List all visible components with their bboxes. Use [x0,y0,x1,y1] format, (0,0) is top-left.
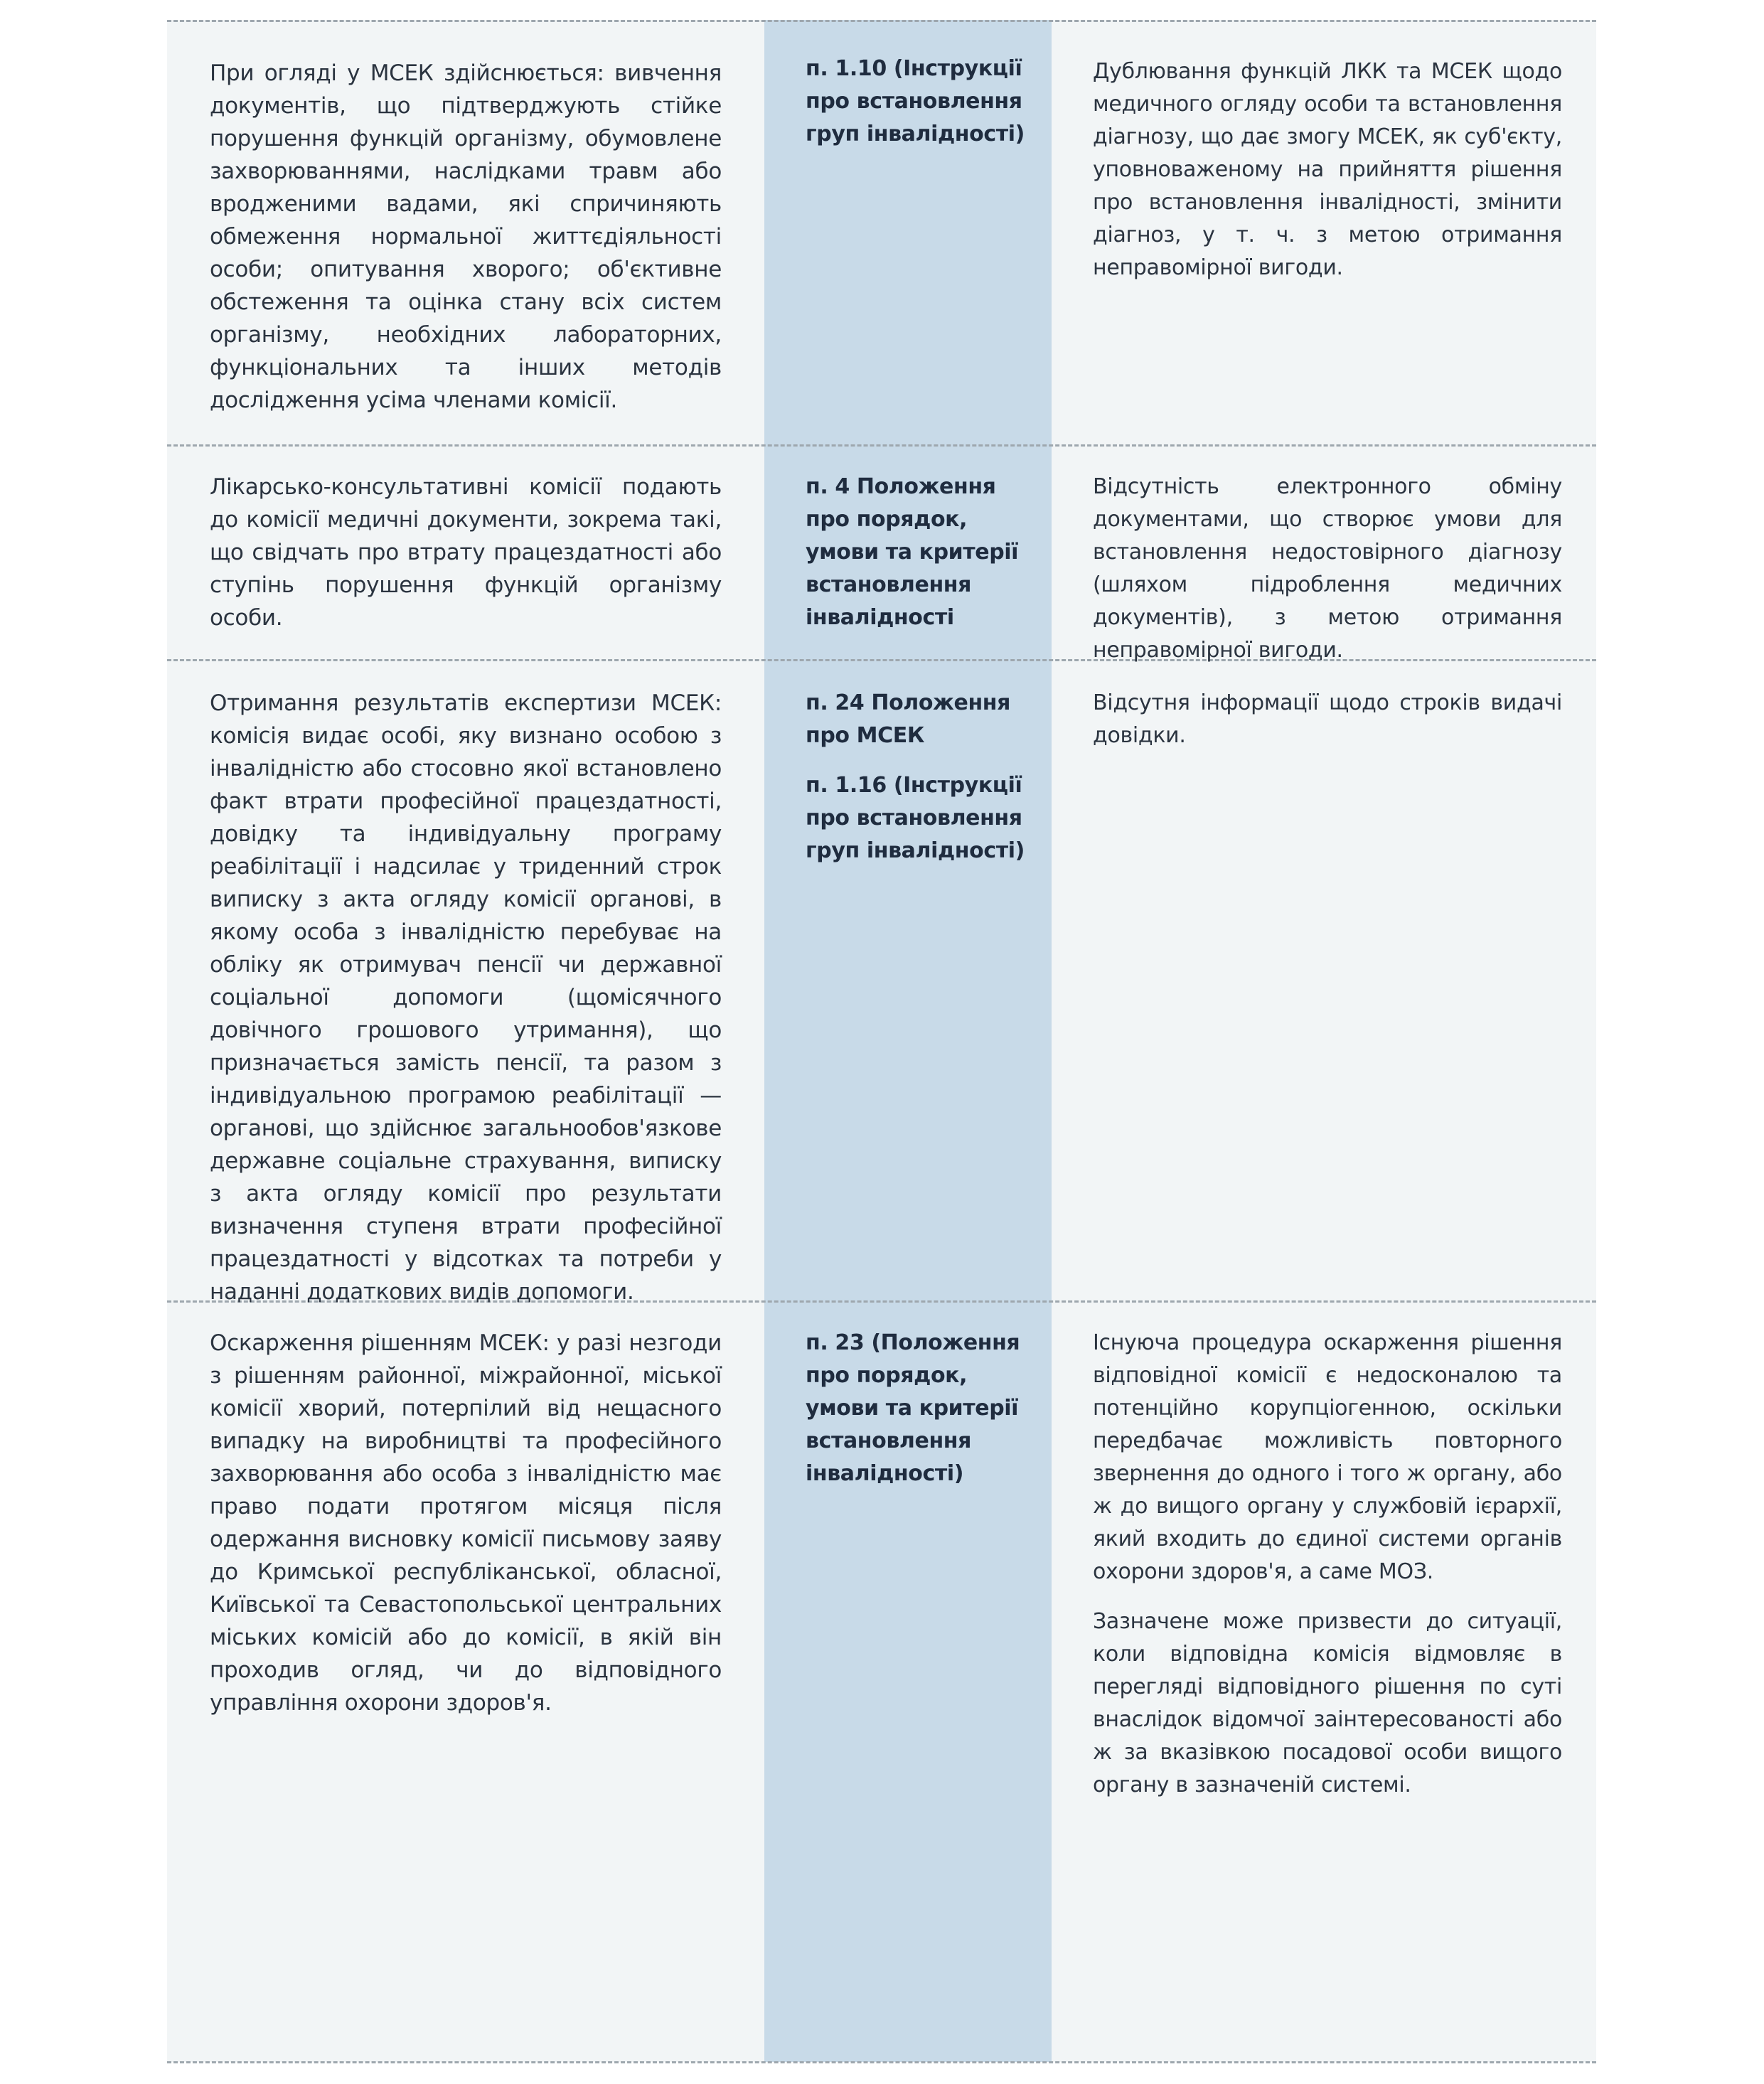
risk-cell [1093,55,1562,284]
row-divider [167,444,1596,447]
risk-text: Відсутня інформації щодо строків видачі довідки. [1093,690,1562,748]
risk-cell [1093,687,1562,752]
row-divider [167,20,1596,22]
reference-column-band [764,20,1052,2062]
risk-text: Відсутність електронного обміну документами, що створює умови для встановлення недостовірного діагнозу (шляхом підроблення медичних документів), з метою отримання неправомірної вигоди. [1093,474,1562,663]
row-divider [167,2061,1596,2063]
description-text: При огляді у МСЕК здійснюється: вивчення документів, що підтверджують стійке порушення функцій організму, обумовлене захворюваннями, наслідками травм або вродженими вадами, які спричиняють обмеження нормальної життєдіяльності особи; опитування хворого; об'єктивне обстеження та оцінка стану всіх систем організму, необхідних лабораторних, функціональних та інших методів дослідження усіма членами комісії. [210,60,722,413]
risk-text: Існуюча процедура оскарження рішення відповідної комісії є недосконалою та потенційно корупціогенною, оскільки передбачає можливість повторного звернення до одного і того ж органу, або ж до вищого органу у службовій ієрархії, який входить до єдиної системи органів охорони здоров'я, а саме МОЗ. [1093,1330,1562,1584]
reference-text: п. 4 Положення про порядок, умови та критерії встановлення інвалідності [806,474,1019,630]
risk-text: Дублювання функцій ЛКК та МСЕК щодо медичного огляду особи та встановлення діагнозу, що дає змогу МСЕК, як суб'єкту, уповноваженому на прийняття рішення про встановлення інвалідності, змінити діагноз, у т. ч. з метою отримання неправомірної вигоди. [1093,59,1562,280]
description-text: Лікарсько-консультативні комісії подають до комісії медичні документи, зокрема такі, що свідчать про втрату працездатності або ступінь порушення функцій організму особи. [210,474,722,631]
reference-text: п. 23 (Положення про порядок, умови та критерії встановлення інвалідності) [806,1330,1020,1486]
description-cell [210,687,722,1308]
reference-text: п. 1.10 (Інструкції про встановлення груп інвалідності) [806,56,1025,146]
reference-text: п. 24 Положення про МСЕК [806,690,1010,748]
risk-text: Зазначене може призвести до ситуації, коли відповідна комісія відмовляє в перегляді відповідного рішення по суті внаслідок відомчої заінтересованості або ж за вказівкою посадової особи вищого органу в зазначеній системі. [1093,1609,1562,1797]
description-text: Отримання результатів експертизи МСЕК: комісія видає особі, яку визнано особою з інвалідністю або стосовно якої встановлено факт втрати професійної працездатності, довідку та індивідуальну програму реабілітації і надсилає у триденний строк виписку з акта огляду комісії органові, в якому особа з інвалідністю перебуває на обліку як отримувач пенсії чи державної соціальної допомоги (щомісячного довічного грошового утримання), що призначається замість пенсії, та разом з індивідуальною програмою реабілітації — органові, що здійснює загальнообов'язкове державне соціальне страхування, виписку з акта огляду комісії про результати визначення ступеня втрати професійної працездатності у відсотках та потреби у наданні додаткових видів допомоги. [210,690,722,1305]
reference-cell [806,1327,1033,1490]
reference-cell [806,687,1033,867]
reference-cell [806,53,1033,151]
risk-cell [1093,471,1562,667]
analysis-table [167,20,1596,2062]
description-cell [210,471,722,634]
description-cell [210,1327,722,1719]
reference-text: п. 1.16 (Інструкції про встановлення груп інвалідності) [806,773,1025,863]
description-text: Оскарження рішенням МСЕК: у разі незгоди з рішенням районної, міжрайонної, міської комісії хворий, потерпілий від нещасного випадку на виробництві та професійного захворювання або особа з інвалідністю має право подати протягом місяця після одержання висновку комісії письмову заяву до Кримської республіканської, обласної, Київської та Севастопольської центральних міських комісій або до комісії, в якій він проходив огляд, чи до відповідного управління охорони здоров'я. [210,1330,722,1716]
description-cell [210,57,722,417]
risk-cell [1093,1327,1562,1802]
reference-cell [806,471,1033,634]
